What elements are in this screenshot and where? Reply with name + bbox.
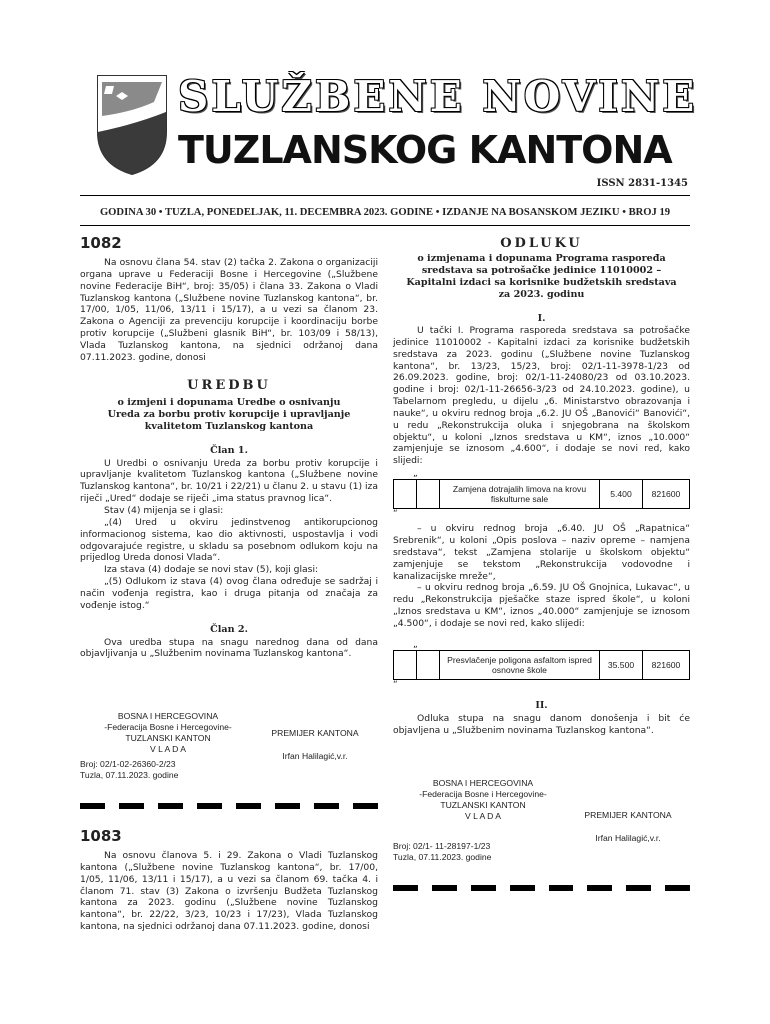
section-2-heading: II. (535, 699, 548, 711)
section-paragraph: U tački I. Programa rasporeda sredstava sa potrošačke jedinice 11010002 - Kapitalni izdaci za korisnike budžetskih sredstava za 2023. godinu („Službene novine Tuzlanskog kantona“, br. 13/23, 15/23, broj: 02/1-11-3978-1/23 od 26.09.2023. godine, broj: 02/1-11-24080/23 od 03.10.2023. godine i broj: 02/1-11-26656-3/23 od 24.10.2023. godine), u Tabelarnom pregledu, u dijelu „6. Ministarstvo obrazovanja i nauke“, u okviru rednog broja „6.2. JU OŠ „Banovići“ Banovići“, u redu „Rekonstrukcija oluka i snjegobrana na školskom objektu“, u koloni „Iznos sredstava u KM“, iznos „10.000“ zamjenjuje se iznosom „4.600“, i dodaje se novi red, kako slijedi: (393, 325, 690, 467)
amendment-table-2 (393, 650, 690, 680)
sig-title: PREMIJER KANTONA (271, 728, 359, 738)
quote-close: “ (393, 509, 398, 520)
article-paragraph: Iza stava (4) dodaje se novi stav (5), koji glasi: (104, 564, 319, 576)
section-paragraph: – u okviru rednog broja „6.40. JU OŠ „Rapatnica“ Srebrenik“, u koloni „Opis poslova – naziv opreme – namjena sredstava“, tekst „Zamjena stolarije u školskom objektu“ zamjenjuje se tekstom „Rekonstrukcija vodovodne i kanalizacijske mreže“, (393, 523, 690, 582)
masthead-title-line1: SLUŽBENE NOVINE (178, 72, 698, 121)
signature-premier (566, 810, 690, 844)
sig-title: PREMIJER KANTONA (584, 810, 672, 820)
article-paragraph: U Uredbi o osnivanju Ureda za borbu protiv korupcije i upravljanje kvalitetom Tuzlanskog kantona („Službene novine Tuzlanskog kantona“, br. 10/21 i 22/21) u članu 2. u stavu (1) iza riječi „Ured“ dodaje se riječi „ima status pravnog lica“. (80, 457, 378, 505)
table-cell: 5.400 (600, 480, 643, 509)
intro-paragraph: Na osnovu članova 5. i 29. Zakona o Vladi Tuzlanskog kantona („Službene novine Tuzlanskog kantona“, br. 17/00, 1/05, 11/06, 13/11 i 15/17), a u vezi sa članom 69. tačka 4. i članom 71. stav (3) Zakona o izvršenju Budžeta Tuzlanskog kantona za 2023. godinu („Službene novine Tuzlanskog kantona“, br. 22/22, 3/23, 10/23 i 17/23), Vlada Tuzlanskog kantona, na sjednici održanoj dana 07.11.2023. godine, donosi (80, 850, 378, 933)
reference-number: Broj: 02/1- 11-28197-1/23 (393, 841, 491, 851)
section-2-body (393, 713, 690, 737)
document-reference (393, 841, 573, 863)
document-subtitle: o izmjenama i dopunama Programa raspoređa sredstava sa potrošačke jedinice 11010002 – Kapitalni izdaci sa korisnike budžetskih sredstava za 2023. godinu (406, 253, 677, 300)
amendment-table-1 (393, 479, 690, 509)
article-paragraph: Stav (4) mijenja se i glasi: (104, 504, 224, 516)
document-subtitle: o izmjeni i dopunama Uredbe o osnivanju Ureda za borbu protiv korupcije i upravljanje kvalitetom Tuzlanskog kantona (107, 396, 351, 432)
table-cell (417, 650, 440, 679)
issue-headline: GODINA 30 • TUZLA, PONEDELJAK, 11. DECEMBRA 2023. GODINE • IZDANJE NA BOSANSKOM JEZIKU • BROJ 19 (99, 207, 671, 218)
article-2-body (80, 637, 378, 661)
document-reference (80, 759, 260, 781)
section-paragraph: – u okviru rednog broja „6.59. JU OŠ Gnojnica, Lukavac“, u redu „Rekonstrukcija pješačke staze ispred škole“, u koloni „Iznos sredstava u KM“, iznos „40.000“ zamjenjuje se iznosom „4.500“, i dodaje se novi red, kako slijedi: (393, 582, 690, 629)
sig-line: -Federacija Bosne i Hercegovine- (104, 722, 232, 732)
table-row (394, 650, 690, 679)
table-cell: Presvlačenje poligona asfaltom ispred osnovne škole (440, 650, 600, 679)
section-1-heading: I. (537, 313, 546, 324)
signature-authority (80, 711, 256, 755)
document-intro (80, 257, 378, 364)
sig-line: -Federacija Bosne i Hercegovine- (419, 789, 547, 799)
reference-date: Tuzla, 07.11.2023. godine (393, 852, 492, 862)
table-row (394, 480, 690, 509)
table-cell: Zamjena dotrajalih limova na krovu fiskulturne sale (440, 480, 600, 509)
sig-name: Irfan Halilagić,v.r. (595, 833, 661, 843)
document-number: 1082 (80, 234, 122, 252)
sig-line: V L A D A (465, 811, 501, 821)
document-1083 (80, 827, 378, 933)
quote-open: „ (413, 469, 418, 480)
sig-name: Irfan Halilagić,v.r. (282, 751, 348, 761)
reference-number: Broj: 02/1-02-26360-2/23 (80, 759, 176, 769)
sig-line: TUZLANSKI KANTON (440, 800, 526, 810)
document-number: 1083 (80, 827, 122, 845)
sig-line: V L A D A (150, 744, 186, 754)
sig-line: BOSNA I HERCEGOVINA (432, 778, 534, 788)
document-title: UREDBU (187, 377, 271, 393)
document-title: ODLUKU (500, 236, 583, 251)
issn: ISSN 2831-1345 (596, 178, 688, 189)
table-cell: 821600 (643, 480, 690, 509)
article-paragraph: „(4) Ured u okviru jedinstvenog antikorupcionog informacionog sistema, kao dio aktivnosti, uspostavlja i vodi odgovarajuće registre, u skladu sa posebnom odlukom koju na prijedlog Ureda donosi Vlada“. (80, 516, 378, 564)
table-cell (394, 650, 417, 679)
reference-date: Tuzla, 07.11.2023. godine (80, 770, 179, 780)
sig-line: TUZLANSKI KANTON (125, 733, 211, 743)
masthead-title-line2: TUZLANSKOG KANTONA (178, 128, 672, 172)
article-paragraph: „(5) Odlukom iz stava (4) ovog člana određuje se sadržaj i način vođenja registra, kao i druga pitanja od značaja za vođenje istog.“ (80, 576, 378, 611)
quote-close: “ (393, 679, 398, 690)
section-1-body (393, 325, 690, 467)
coat-of-arms-logo (92, 72, 172, 176)
section-separator (80, 803, 378, 809)
article-1-heading: Član 1. (210, 444, 248, 456)
section-1-continued (393, 523, 690, 630)
section-paragraph: Odluka stupa na snagu danom donošenja i bit će objavljena u „Službenim novinama Tuzlanskog kantona“. (393, 712, 690, 736)
signature-authority (393, 778, 573, 822)
article-2-heading: Član 2. (210, 623, 248, 635)
table-cell (417, 480, 440, 509)
right-column (393, 236, 690, 736)
quote-open: „ (413, 639, 418, 650)
table-cell (394, 480, 417, 509)
sig-line: BOSNA I HERCEGOVINA (117, 711, 219, 721)
header-rule-bottom (80, 225, 690, 226)
article-1-body (80, 458, 378, 612)
article-paragraph: Ova uredba stupa na snagu narednog dana od dana objavljivanja u „Službenim novinama Tuzlanskog kantona“. (80, 636, 378, 660)
document-intro (80, 850, 378, 933)
signature-premier (255, 728, 375, 762)
header-rule-top (80, 195, 690, 196)
table-cell: 35.500 (600, 650, 643, 679)
left-column (80, 234, 378, 660)
intro-paragraph: Na osnovu člana 54. stav (2) tačka 2. Zakona o organizaciji organa uprave u Federaciji Bosne i Hercegovine („Službene novine Federacije BiH“, broj: 35/05) i člana 33. Zakona o Vladi Tuzlanskog kantona („Službene novine Tuzlanskog kantona“, br. 17/00, 1/05, 11/06, 13/11 i 15/17), a u vezi sa članom 23. Zakona o Agenciji za prevenciju korupcije i koordinaciju borbe protiv korupcije („Službeni glasnik BiH“, br. 103/09 i 58/13), Vlada Tuzlanskog kantona, na sjednici održanoj dana 07.11.2023. godine, donosi (80, 257, 378, 363)
table-cell: 821600 (643, 650, 690, 679)
section-separator (393, 885, 690, 891)
